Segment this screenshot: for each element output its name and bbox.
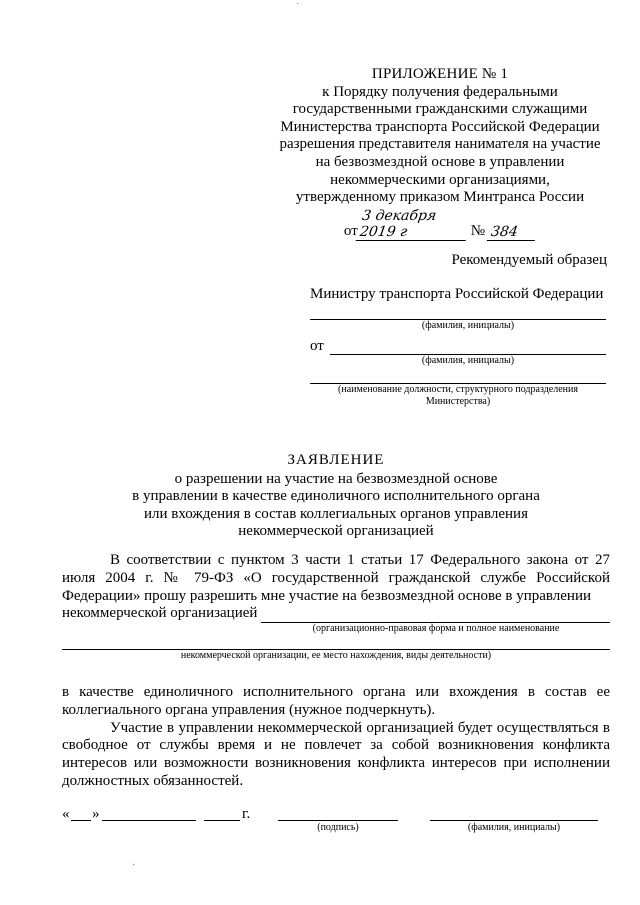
caption-position: (наименование должности, структурного подразделения bbox=[338, 384, 578, 395]
day-line[interactable] bbox=[71, 806, 91, 821]
handwritten-date: 3 декабря 2019 г bbox=[355, 208, 470, 241]
number-label: № bbox=[470, 223, 486, 240]
caption-signature: (подпись) bbox=[317, 822, 359, 833]
caption-signer-name: (фамилия, инициалы) bbox=[467, 822, 561, 833]
signature-row bbox=[62, 806, 610, 846]
caption-org: (организационно-правовая форма и полное наименование bbox=[312, 623, 560, 635]
close-quote: » bbox=[92, 806, 100, 822]
appendix-line: государственными гражданскими служащими bbox=[292, 101, 588, 118]
scan-mark: · bbox=[132, 860, 136, 871]
appendix-line: некоммерческими организациями, bbox=[330, 171, 550, 188]
statement-title: ЗАЯВЛЕНИЕ bbox=[287, 452, 385, 468]
caption-org-cont: некоммерческой организации, ее место нахождения, виды деятельности) bbox=[180, 650, 492, 662]
body-paragraph-2-block bbox=[62, 684, 610, 791]
signer-name-line[interactable] bbox=[430, 806, 598, 821]
addressee-name-line[interactable] bbox=[310, 303, 606, 320]
body-paragraph-2: в качестве единоличного исполнительного органа или вхождения в состав ее коллегиального органа управления (нужное подчеркнуть). bbox=[62, 684, 610, 718]
caption-position-cont: Министерства) bbox=[425, 396, 491, 407]
statement-subtitle-line: некоммерческой организацией bbox=[238, 523, 434, 540]
appendix-block bbox=[266, 66, 614, 241]
statement-subtitle-line: о разрешении на участие на безвозмездной основе bbox=[174, 470, 498, 487]
handwritten-number: 384 bbox=[487, 224, 537, 241]
addressee-ministry: Министру транспорта Российской Федерации bbox=[310, 286, 604, 302]
date-prefix: от bbox=[343, 223, 358, 240]
recommended-sample-label: Рекомендуемый образец bbox=[451, 252, 607, 268]
appendix-line: утвержденному приказом Минтранса России bbox=[295, 189, 585, 206]
caption-name: (фамилия, инициалы) bbox=[421, 355, 515, 366]
from-label: от bbox=[310, 338, 324, 354]
appendix-line: Министерства транспорта Российской Федерации bbox=[280, 118, 600, 135]
statement-subtitle-line: в управлении в качестве единоличного исполнительного органа bbox=[132, 488, 540, 505]
appendix-line: на безвозмездной основе в управлении bbox=[315, 153, 565, 170]
org-row bbox=[62, 605, 610, 623]
body-paragraph-1-block bbox=[62, 552, 610, 662]
appendix-line: разрешения представителя нанимателя на участие bbox=[279, 136, 601, 153]
addressee-block bbox=[310, 286, 606, 408]
appendix-title: ПРИЛОЖЕНИЕ № 1 bbox=[371, 66, 509, 82]
open-quote: « bbox=[62, 806, 70, 822]
year-line[interactable] bbox=[204, 806, 240, 821]
body-paragraph-3: Участие в управлении некоммерческой организацией будет осуществляться в свободное от службы время и не повлечет за собой возникновения конфликта интересов или возможности возникновения конфликта интересов при исполнении должностных обязанностей. bbox=[62, 719, 610, 789]
approval-date-number bbox=[266, 208, 614, 241]
month-line[interactable] bbox=[102, 806, 196, 821]
scan-mark: ˙ bbox=[296, 2, 300, 13]
position-line[interactable] bbox=[310, 367, 606, 384]
from-row bbox=[310, 338, 606, 355]
org-name-line-2[interactable] bbox=[62, 635, 610, 650]
signature-line[interactable] bbox=[278, 806, 398, 821]
from-name-line[interactable] bbox=[330, 340, 606, 355]
statement-title-block bbox=[60, 452, 612, 541]
body-paragraph-1: В соответствии с пунктом 3 части 1 статьи 17 Федерального закона от 27 июля 2004 г. № 79-ФЗ «О государственной гражданской службе Российской Федерации» прошу разрешить мне участие на безвозмездной основе в управлении bbox=[62, 552, 610, 604]
appendix-line: к Порядку получения федеральными bbox=[322, 83, 558, 100]
statement-subtitle-line: или вхождения в состав коллегиальных органов управления bbox=[144, 505, 528, 522]
caption-name: (фамилия, инициалы) bbox=[421, 320, 515, 331]
org-label: некоммерческой организацией bbox=[62, 605, 258, 622]
org-name-line[interactable] bbox=[261, 608, 610, 623]
year-suffix: г. bbox=[242, 806, 251, 822]
